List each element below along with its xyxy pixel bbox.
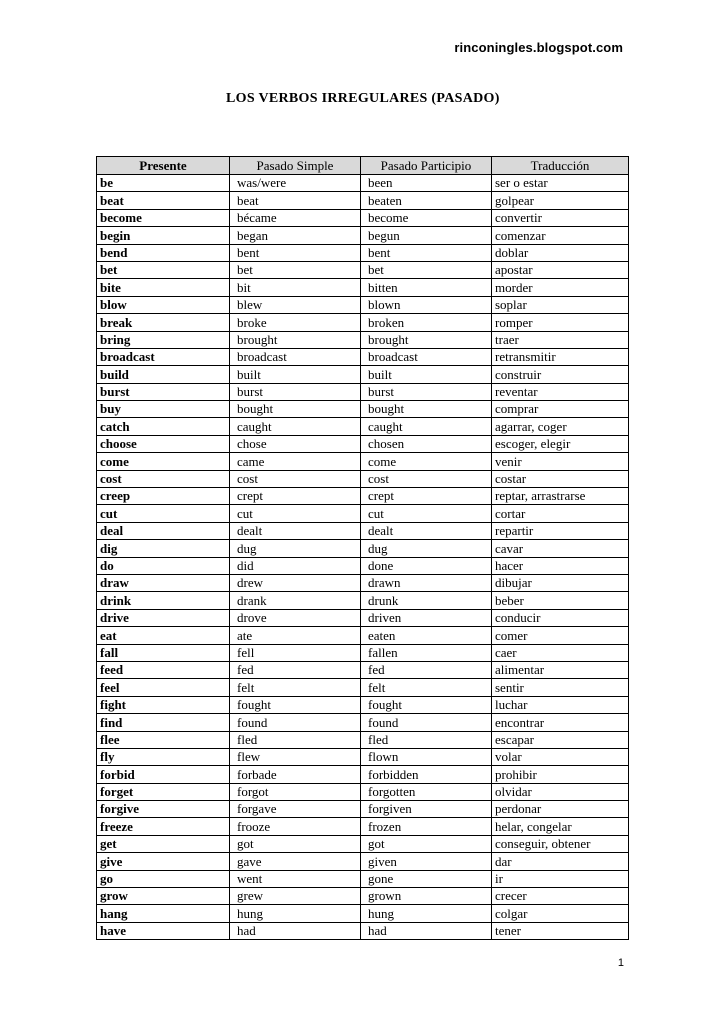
cell-pasado-participio: got [361,835,492,852]
cell-pasado-participio: fought [361,696,492,713]
cell-pasado-simple: broke [230,314,361,331]
cell-presente: find [97,714,230,731]
cell-traduccion: conseguir, obtener [492,835,629,852]
cell-pasado-participio: bought [361,401,492,418]
cell-traduccion: ir [492,870,629,887]
cell-presente: get [97,835,230,852]
cell-pasado-simple: chose [230,435,361,452]
cell-pasado-simple: got [230,835,361,852]
cell-pasado-participio: flown [361,748,492,765]
table-row [97,418,629,435]
cell-pasado-simple: fled [230,731,361,748]
cell-traduccion: romper [492,314,629,331]
table-row [97,888,629,905]
cell-pasado-participio: fled [361,731,492,748]
cell-presente: give [97,853,230,870]
table-row [97,853,629,870]
cell-pasado-simple: beat [230,192,361,209]
cell-pasado-simple: dug [230,540,361,557]
table-row [97,557,629,574]
cell-pasado-simple: flew [230,748,361,765]
cell-traduccion: doblar [492,244,629,261]
table-row [97,696,629,713]
table-row [97,314,629,331]
cell-pasado-simple: was/were [230,175,361,192]
cell-pasado-simple: ate [230,627,361,644]
cell-traduccion: comprar [492,401,629,418]
cell-pasado-simple: bent [230,244,361,261]
table-row [97,766,629,783]
cell-traduccion: golpear [492,192,629,209]
cell-pasado-simple: went [230,870,361,887]
table-row [97,192,629,209]
cell-presente: beat [97,192,230,209]
table-row [97,609,629,626]
table-row [97,905,629,922]
cell-presente: catch [97,418,230,435]
cell-pasado-participio: caught [361,418,492,435]
cell-presente: feed [97,661,230,678]
cell-traduccion: reventar [492,383,629,400]
cell-presente: forbid [97,766,230,783]
cell-presente: fall [97,644,230,661]
cell-presente: be [97,175,230,192]
cell-presente: forget [97,783,230,800]
cell-pasado-participio: given [361,853,492,870]
cell-traduccion: sentir [492,679,629,696]
table-row [97,714,629,731]
cell-presente: cost [97,470,230,487]
table-row [97,748,629,765]
cell-presente: begin [97,227,230,244]
table-row [97,331,629,348]
cell-presente: bend [97,244,230,261]
table-row [97,244,629,261]
cell-traduccion: hacer [492,557,629,574]
cell-traduccion: conducir [492,609,629,626]
cell-presente: freeze [97,818,230,835]
cell-presente: bet [97,261,230,278]
table-row [97,366,629,383]
cell-presente: eat [97,627,230,644]
cell-presente: break [97,314,230,331]
cell-presente: fight [97,696,230,713]
column-header-presente: Presente [97,157,230,175]
column-header-pasado-participio: Pasado Participio [361,157,492,175]
cell-pasado-simple: crept [230,488,361,505]
cell-presente: forgive [97,801,230,818]
column-header-traduccion: Traducción [492,157,629,175]
cell-traduccion: beber [492,592,629,609]
cell-pasado-simple: came [230,453,361,470]
cell-pasado-simple: drew [230,574,361,591]
cell-traduccion: construir [492,366,629,383]
cell-presente: bring [97,331,230,348]
cell-pasado-participio: found [361,714,492,731]
table-row [97,644,629,661]
cell-presente: do [97,557,230,574]
column-header-pasado-simple: Pasado Simple [230,157,361,175]
cell-pasado-participio: forgotten [361,783,492,800]
cell-traduccion: convertir [492,209,629,226]
cell-traduccion: helar, congelar [492,818,629,835]
table-row [97,488,629,505]
cell-pasado-simple: forgot [230,783,361,800]
page-number: 1 [617,957,624,969]
cell-presente: dig [97,540,230,557]
cell-pasado-participio: broadcast [361,348,492,365]
cell-pasado-participio: cost [361,470,492,487]
cell-pasado-simple: did [230,557,361,574]
cell-pasado-participio: bitten [361,279,492,296]
table-row [97,870,629,887]
cell-presente: buy [97,401,230,418]
cell-pasado-simple: broadcast [230,348,361,365]
cell-pasado-participio: frozen [361,818,492,835]
cell-pasado-simple: had [230,922,361,939]
cell-presente: deal [97,522,230,539]
cell-pasado-participio: felt [361,679,492,696]
cell-traduccion: escapar [492,731,629,748]
cell-traduccion: comer [492,627,629,644]
cell-traduccion: comenzar [492,227,629,244]
cell-pasado-simple: built [230,366,361,383]
cell-presente: burst [97,383,230,400]
cell-presente: draw [97,574,230,591]
table-row [97,296,629,313]
cell-pasado-participio: dug [361,540,492,557]
cell-pasado-simple: blew [230,296,361,313]
cell-pasado-participio: bet [361,261,492,278]
cell-pasado-simple: felt [230,679,361,696]
cell-pasado-simple: grew [230,888,361,905]
cell-traduccion: cavar [492,540,629,557]
cell-traduccion: ser o estar [492,175,629,192]
table-row [97,522,629,539]
cell-traduccion: caer [492,644,629,661]
cell-presente: hang [97,905,230,922]
cell-traduccion: cortar [492,505,629,522]
cell-pasado-participio: fed [361,661,492,678]
cell-traduccion: morder [492,279,629,296]
cell-presente: choose [97,435,230,452]
table-row [97,435,629,452]
cell-pasado-simple: bécame [230,209,361,226]
cell-pasado-participio: driven [361,609,492,626]
table-header-row [97,157,629,175]
cell-pasado-participio: become [361,209,492,226]
cell-traduccion: perdonar [492,801,629,818]
cell-traduccion: traer [492,331,629,348]
cell-pasado-simple: drank [230,592,361,609]
cell-pasado-participio: beaten [361,192,492,209]
cell-traduccion: alimentar [492,661,629,678]
cell-presente: have [97,922,230,939]
cell-pasado-participio: chosen [361,435,492,452]
cell-traduccion: colgar [492,905,629,922]
cell-pasado-simple: frooze [230,818,361,835]
cell-pasado-participio: drawn [361,574,492,591]
cell-traduccion: retransmitir [492,348,629,365]
cell-presente: flee [97,731,230,748]
cell-traduccion: venir [492,453,629,470]
cell-traduccion: escoger, elegir [492,435,629,452]
cell-traduccion: apostar [492,261,629,278]
cell-pasado-participio: blown [361,296,492,313]
table-row [97,348,629,365]
cell-pasado-participio: been [361,175,492,192]
table-row [97,835,629,852]
table-row [97,592,629,609]
cell-traduccion: luchar [492,696,629,713]
cell-traduccion: dar [492,853,629,870]
cell-presente: go [97,870,230,887]
cell-pasado-simple: cut [230,505,361,522]
cell-presente: bite [97,279,230,296]
cell-traduccion: soplar [492,296,629,313]
table-row [97,279,629,296]
cell-pasado-participio: burst [361,383,492,400]
cell-pasado-participio: hung [361,905,492,922]
cell-pasado-simple: forbade [230,766,361,783]
cell-pasado-simple: bet [230,261,361,278]
table-row [97,661,629,678]
cell-pasado-simple: bit [230,279,361,296]
cell-traduccion: agarrar, coger [492,418,629,435]
cell-presente: broadcast [97,348,230,365]
cell-pasado-participio: built [361,366,492,383]
cell-pasado-simple: cost [230,470,361,487]
table-row [97,818,629,835]
table-row [97,175,629,192]
cell-pasado-simple: brought [230,331,361,348]
cell-presente: become [97,209,230,226]
cell-traduccion: repartir [492,522,629,539]
cell-pasado-simple: fought [230,696,361,713]
table-row [97,627,629,644]
cell-pasado-participio: begun [361,227,492,244]
cell-presente: grow [97,888,230,905]
cell-traduccion: encontrar [492,714,629,731]
cell-pasado-simple: hung [230,905,361,922]
cell-pasado-participio: drunk [361,592,492,609]
cell-pasado-simple: drove [230,609,361,626]
cell-pasado-participio: done [361,557,492,574]
cell-pasado-simple: dealt [230,522,361,539]
cell-pasado-participio: eaten [361,627,492,644]
cell-pasado-simple: fed [230,661,361,678]
cell-traduccion: crecer [492,888,629,905]
cell-pasado-simple: forgave [230,801,361,818]
table-row [97,731,629,748]
irregular-verbs-table [96,156,629,940]
cell-traduccion: costar [492,470,629,487]
cell-pasado-simple: found [230,714,361,731]
cell-pasado-participio: bent [361,244,492,261]
table-row [97,383,629,400]
cell-pasado-simple: gave [230,853,361,870]
cell-pasado-simple: burst [230,383,361,400]
cell-pasado-participio: brought [361,331,492,348]
cell-pasado-participio: fallen [361,644,492,661]
cell-pasado-participio: had [361,922,492,939]
table-row [97,261,629,278]
cell-pasado-participio: crept [361,488,492,505]
table-row [97,540,629,557]
document-title: LOS VERBOS IRREGULARES (PASADO) [226,91,500,106]
cell-presente: fly [97,748,230,765]
cell-pasado-simple: began [230,227,361,244]
cell-presente: feel [97,679,230,696]
cell-pasado-participio: broken [361,314,492,331]
cell-traduccion: prohibir [492,766,629,783]
cell-traduccion: olvidar [492,783,629,800]
table-row [97,401,629,418]
cell-pasado-simple: bought [230,401,361,418]
cell-presente: come [97,453,230,470]
cell-presente: cut [97,505,230,522]
table-row [97,453,629,470]
table-row [97,505,629,522]
table-row [97,470,629,487]
cell-pasado-simple: fell [230,644,361,661]
table-body [97,175,629,940]
table-row [97,801,629,818]
cell-pasado-participio: gone [361,870,492,887]
cell-traduccion: dibujar [492,574,629,591]
cell-pasado-participio: grown [361,888,492,905]
cell-pasado-participio: cut [361,505,492,522]
table-row [97,209,629,226]
cell-traduccion: tener [492,922,629,939]
cell-presente: creep [97,488,230,505]
cell-presente: blow [97,296,230,313]
cell-presente: build [97,366,230,383]
cell-pasado-participio: forgiven [361,801,492,818]
cell-presente: drive [97,609,230,626]
table-row [97,783,629,800]
table-row [97,227,629,244]
cell-traduccion: volar [492,748,629,765]
cell-presente: drink [97,592,230,609]
cell-traduccion: reptar, arrastrarse [492,488,629,505]
cell-pasado-participio: forbidden [361,766,492,783]
cell-pasado-simple: caught [230,418,361,435]
cell-pasado-participio: come [361,453,492,470]
header-url: rinconingles.blogspot.com [454,40,623,55]
cell-pasado-participio: dealt [361,522,492,539]
table-row [97,679,629,696]
table-row [97,922,629,939]
table-row [97,574,629,591]
